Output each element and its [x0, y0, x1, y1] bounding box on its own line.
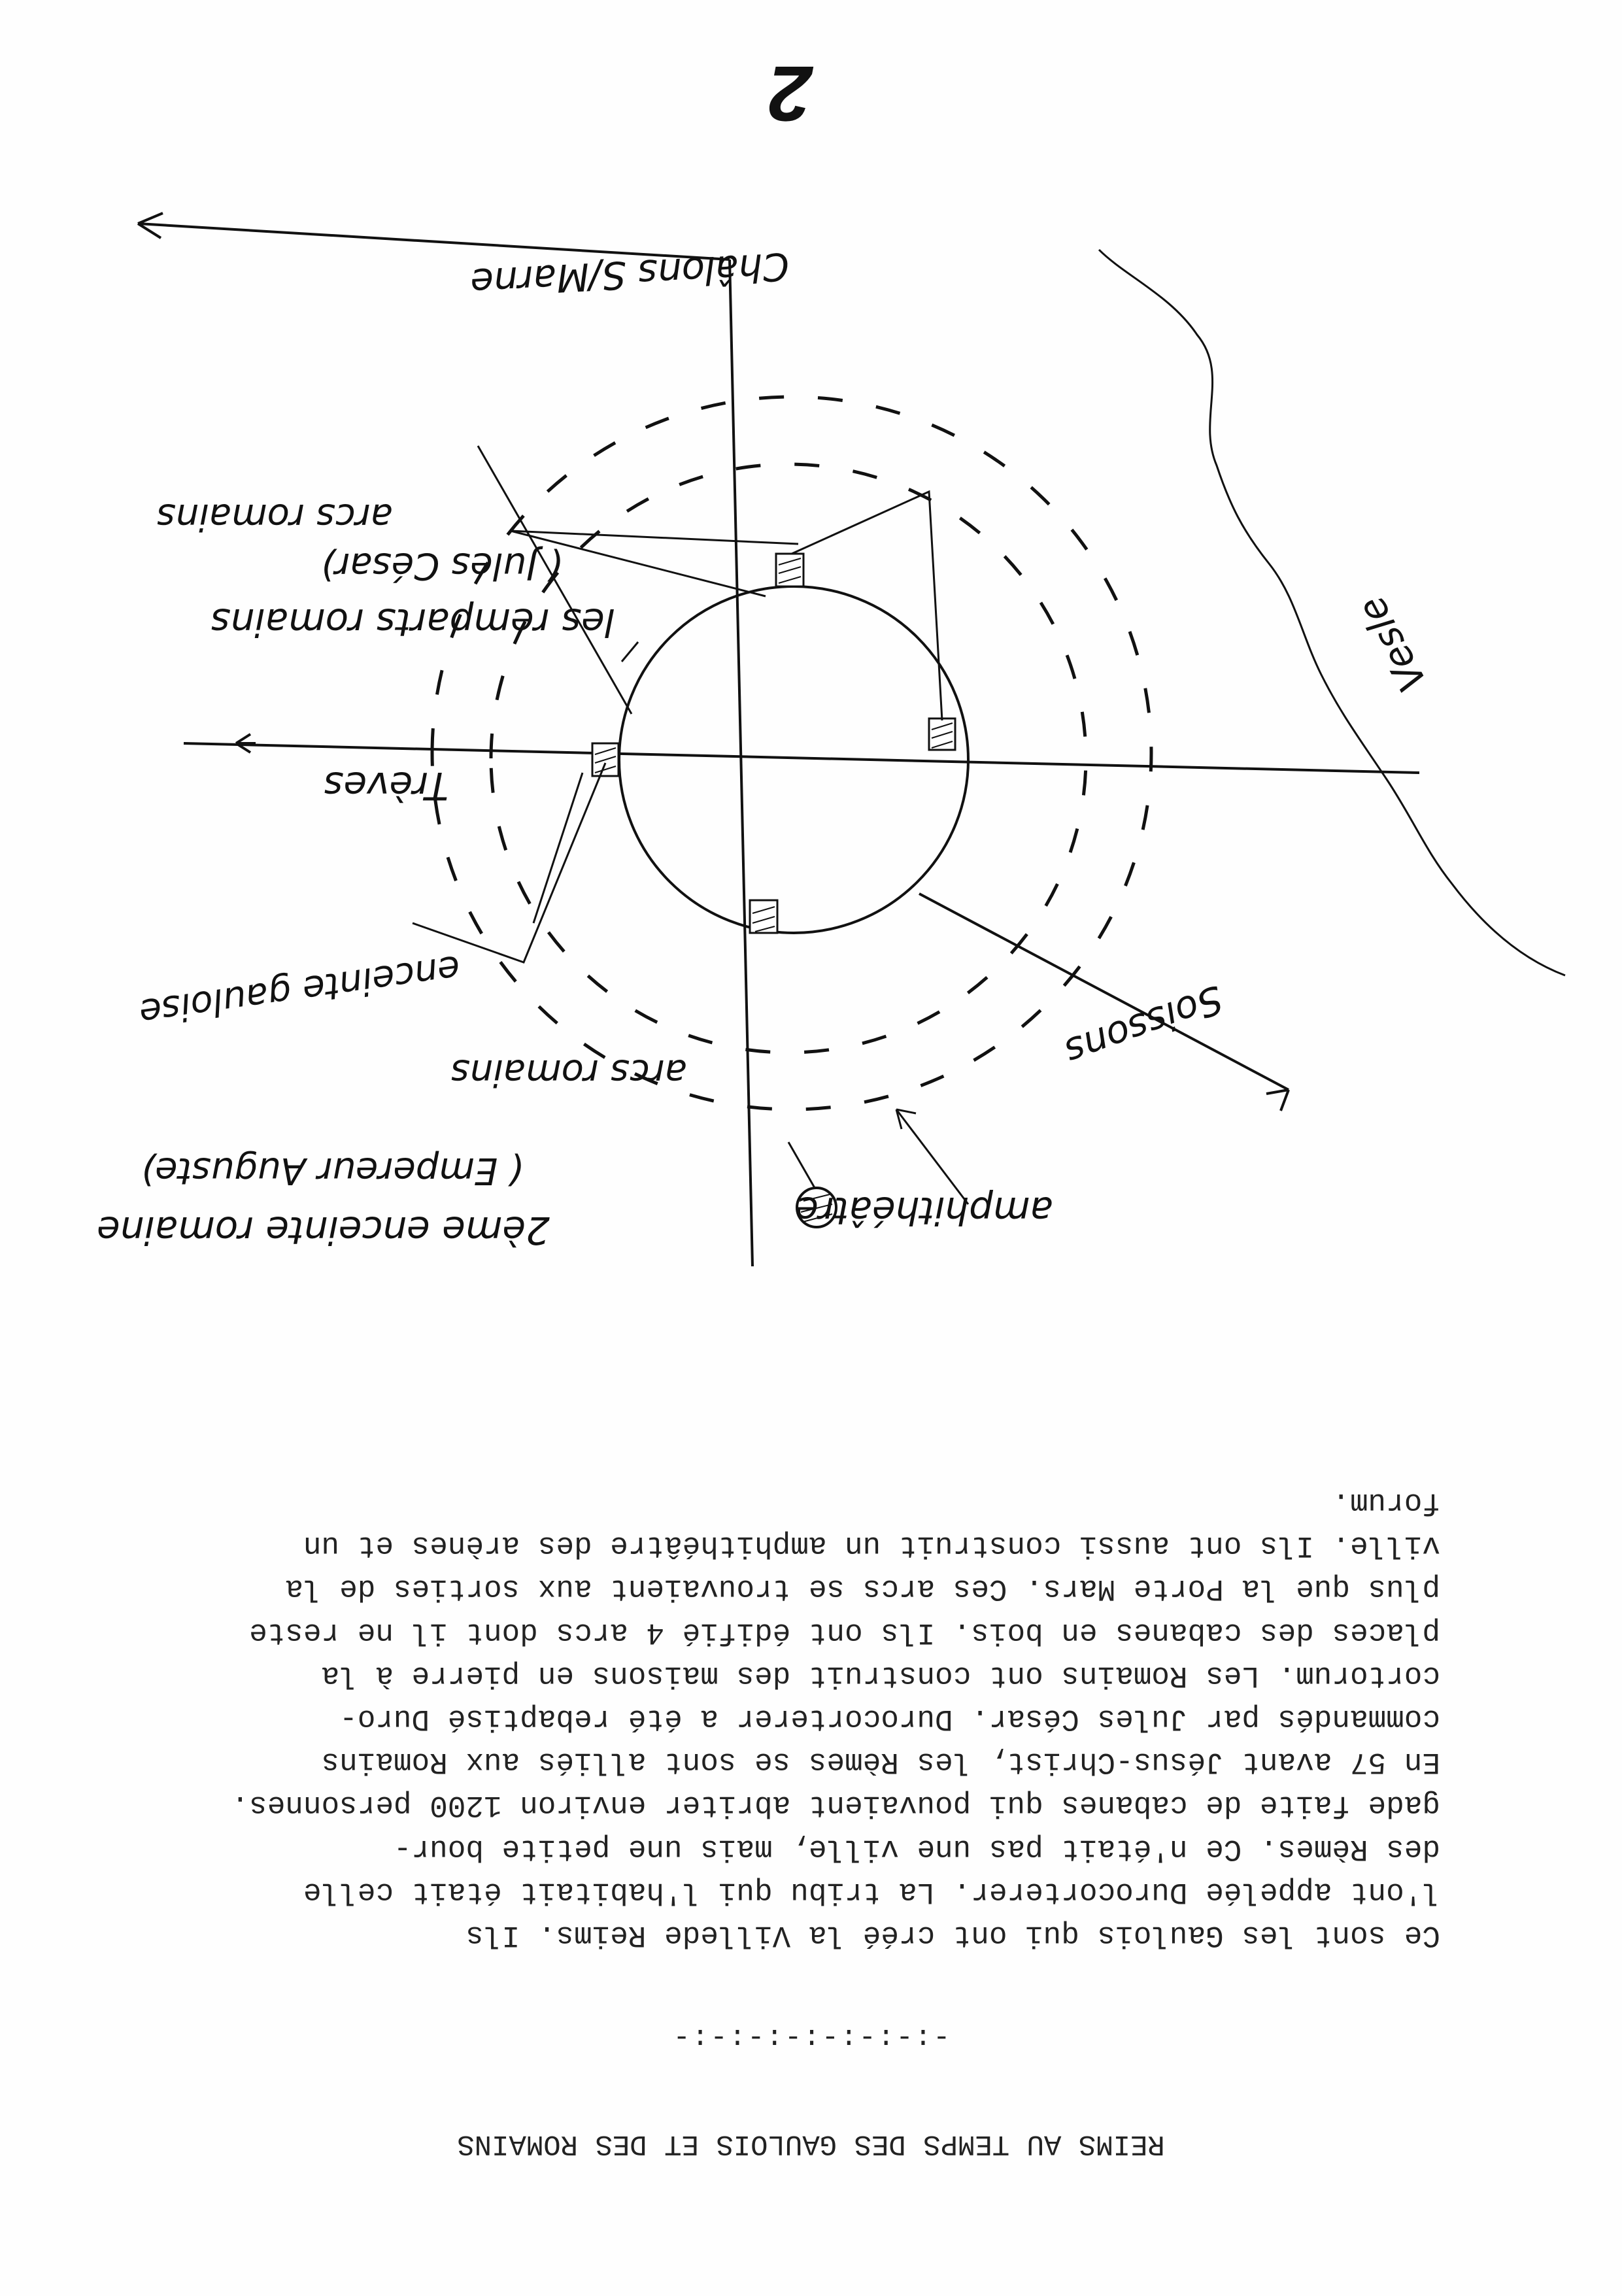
label-treves: Trèves [324, 764, 448, 808]
label-deuxieme-enceinte-2: ( Empereur Auguste) [141, 1149, 524, 1192]
label-enceinte-gauloise: enceinte gauloise [137, 947, 464, 1034]
deuxieme-enceinte-circle [432, 397, 1151, 1109]
label-arcs-romains-1: arcs romains [156, 496, 393, 538]
text-line: plus que la Porte Mars. Ces arcs se trouvaient aux sorties de la [285, 1572, 1440, 1606]
label-chalons: Châlons S/Marne [469, 244, 790, 305]
north-south-axis [730, 260, 752, 1266]
label-remparts-2: ( Jules César) [320, 545, 563, 587]
text-line: forum. [1332, 1485, 1440, 1520]
text-line: cortorum. Les Romains ont construit des maisons en pierre à la [321, 1658, 1440, 1693]
label-remparts-1: les remparts romains [211, 600, 615, 645]
label-amphitheatre: amphithéâtre [795, 1189, 1053, 1233]
text-line: En 57 avant Jésus-Christ, les Rèmes se sont alliés aux Romains [321, 1745, 1440, 1780]
label-vesle: Vesle [1349, 589, 1436, 700]
label-arcs-romains-2: arcs romains [450, 1051, 687, 1094]
text-line: places des cabanes en bois. Ils ont édifié 4 arcs dont il ne reste [249, 1615, 1440, 1649]
river-vesle [1099, 250, 1565, 975]
text-line: l'ont appelée Durocorterer. La tribu qui l'habitait était celle [303, 1874, 1440, 1909]
separator: -:-:-:-:-:-:-:- [671, 2021, 951, 2053]
text-line: commandés par Jules César. Durocorterer a été rebaptisé Duro- [339, 1702, 1440, 1736]
text-line: ville. Ils ont aussi construit un amphithéâtre des arènes et un [303, 1528, 1440, 1563]
page-title: REIMS AU TEMPS DES GAULOIS ET DES ROMAINS [457, 2127, 1165, 2160]
pointer-amphitheatre [788, 1142, 817, 1191]
text-line: gade faite de cabanes qui pouvaient abriter environ 1200 personnes. [231, 1788, 1440, 1823]
text-line: des Rèmes. Ce n'était pas une ville, mais une petite bour- [393, 1831, 1440, 1866]
text-line: Ce sont les Gaulois qui ont créé la Villede Reims. Ils [465, 1918, 1440, 1952]
label-deuxieme-enceinte-1: 2ème enceinte romaine [97, 1208, 550, 1253]
page-number: 2 [768, 50, 813, 137]
pointer-arc-west [533, 773, 583, 923]
label-soissons: Soissons [1059, 976, 1229, 1075]
